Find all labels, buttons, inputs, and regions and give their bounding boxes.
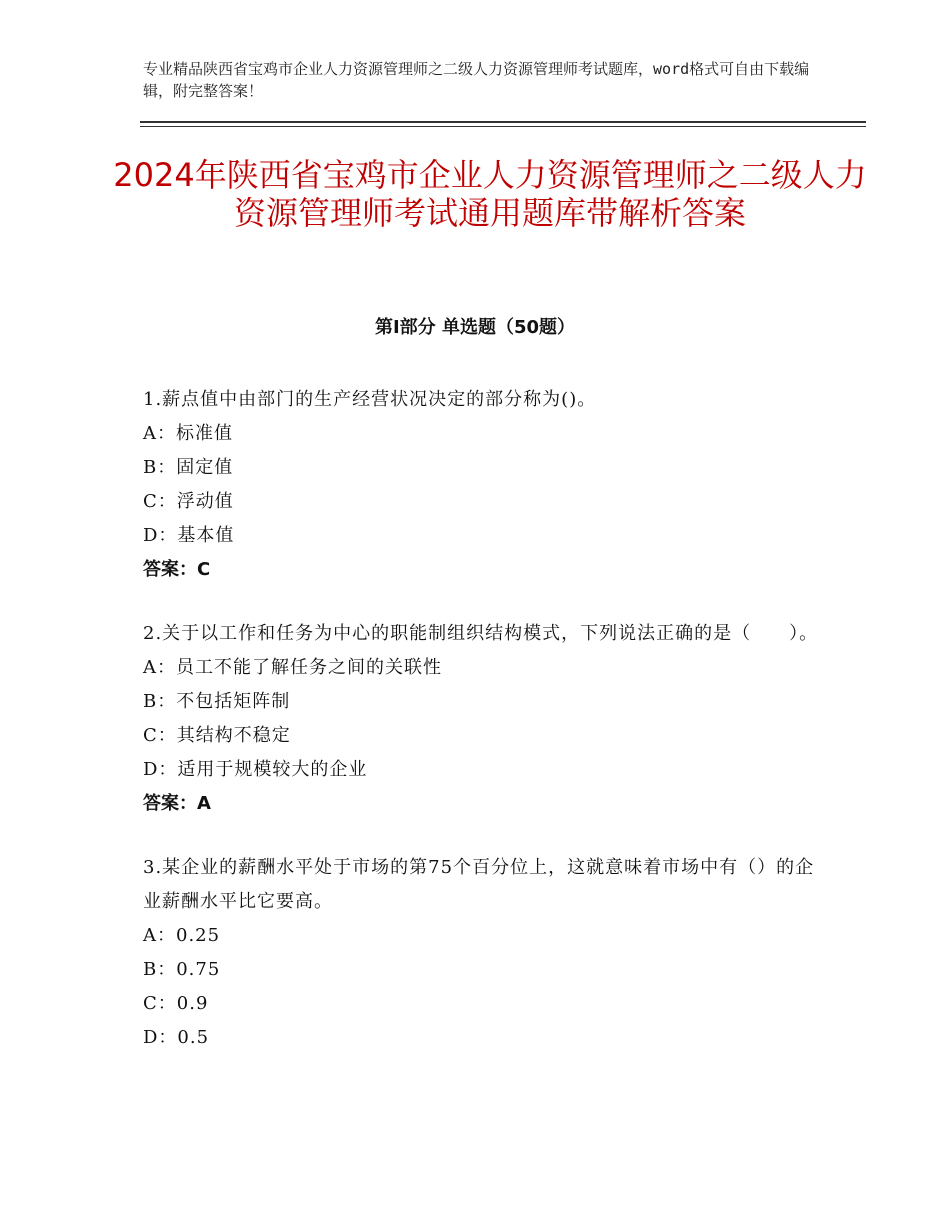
option-a: A：0.25 (143, 925, 221, 946)
header-rule-thin (140, 126, 866, 127)
option-a: A：员工不能了解任务之间的关联性 (143, 657, 442, 678)
option-a: A：标准值 (143, 423, 233, 444)
answer: 答案：A (143, 793, 211, 814)
option-c: C：浮动值 (143, 491, 234, 512)
option-d: D：基本值 (143, 525, 235, 546)
question-list (143, 383, 823, 1085)
option-d: D：0.5 (143, 1027, 210, 1048)
document-title: 2024年陕西省宝鸡市企业人力资源管理师之二级人力资源管理师考试通用题库带解析答案 (113, 156, 867, 232)
question-1 (143, 383, 823, 587)
question-2 (143, 617, 823, 821)
option-c: C：其结构不稳定 (143, 725, 291, 746)
option-b: B：0.75 (143, 959, 221, 980)
header-rule (140, 121, 866, 123)
answer: 答案：C (143, 559, 211, 580)
option-d: D：适用于规模较大的企业 (143, 759, 368, 780)
option-b: B：不包括矩阵制 (143, 691, 291, 712)
header-note: 专业精品陕西省宝鸡市企业人力资源管理师之二级人力资源管理师考试题库，word格式可自由下载编辑，附完整答案！ (143, 60, 810, 100)
option-c: C：0.9 (143, 993, 209, 1014)
question-stem: 1.薪点值中由部门的生产经营状况决定的部分称为()。 (143, 389, 597, 410)
question-3 (143, 851, 823, 1055)
question-stem: 2.关于以工作和任务为中心的职能制组织结构模式，下列说法正确的是（ ）。 (143, 623, 819, 644)
question-stem: 3.某企业的薪酬水平处于市场的第75个百分位上，这就意味着市场中有（）的企业薪酬水平比它要高。 (143, 857, 815, 912)
option-b: B：固定值 (143, 457, 234, 478)
section-heading: 第Ⅰ部分 单选题（50题） (374, 317, 575, 338)
